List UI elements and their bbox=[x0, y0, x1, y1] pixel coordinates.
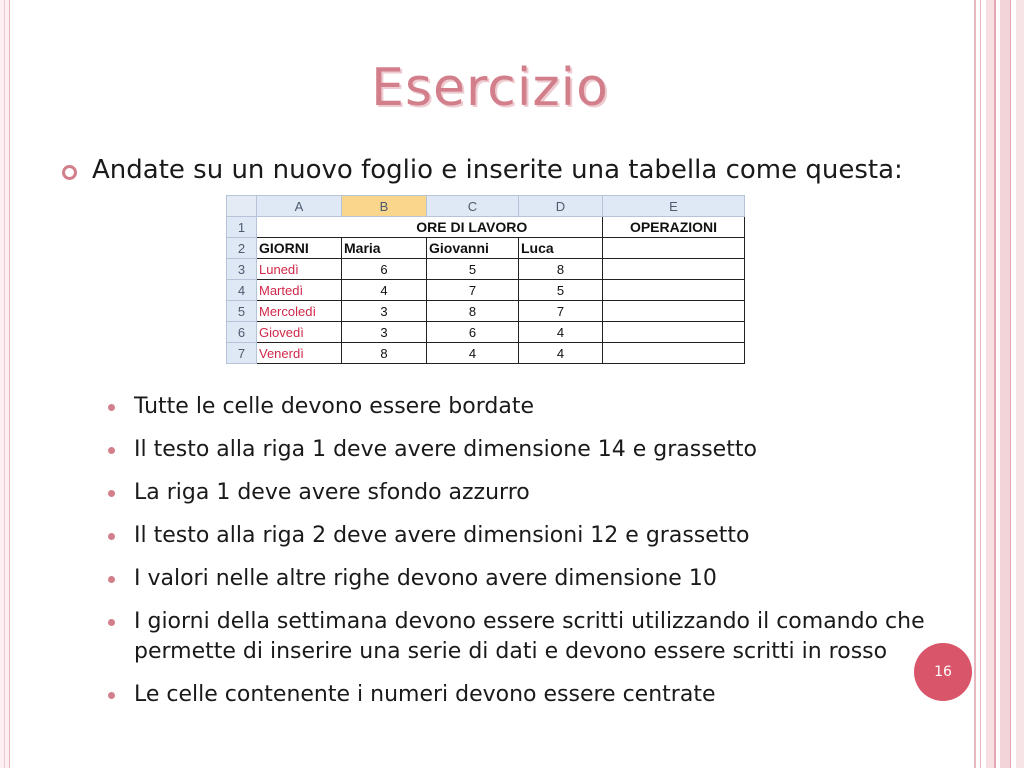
value-cell[interactable]: 3 bbox=[342, 301, 427, 322]
list-item bbox=[108, 478, 938, 508]
bullet-dot-icon bbox=[108, 404, 115, 411]
column-header-c[interactable]: C bbox=[427, 196, 519, 217]
list-item bbox=[108, 521, 938, 551]
list-item-text: Il testo alla riga 2 deve avere dimensioni 12 e grassetto bbox=[134, 523, 750, 548]
slide-title: Esercizio bbox=[371, 58, 609, 118]
list-item-text: Tutte le celle devono essere bordate bbox=[134, 394, 534, 419]
table-row bbox=[227, 238, 745, 259]
row-header[interactable]: 4 bbox=[227, 280, 257, 301]
header-cell[interactable]: Giovanni bbox=[427, 238, 519, 259]
list-item-text: I giorni della settimana devono essere scritti utilizzando il comando che permette di inserire una serie di dati e devono essere scritti in rosso bbox=[134, 609, 925, 664]
header-cell[interactable]: Maria bbox=[342, 238, 427, 259]
list-item-text: Il testo alla riga 1 deve avere dimensione 14 e grassetto bbox=[134, 437, 757, 462]
bullet-dot-icon bbox=[108, 692, 115, 699]
right-frame-decoration bbox=[974, 0, 1024, 768]
bullet-dot-icon bbox=[108, 619, 115, 626]
operations-cell[interactable] bbox=[603, 322, 745, 343]
row-header[interactable]: 2 bbox=[227, 238, 257, 259]
operations-cell[interactable] bbox=[603, 259, 745, 280]
row-header[interactable]: 5 bbox=[227, 301, 257, 322]
row-header[interactable]: 1 bbox=[227, 217, 257, 238]
column-header-a[interactable]: A bbox=[257, 196, 342, 217]
operations-cell[interactable] bbox=[603, 280, 745, 301]
day-cell[interactable]: Giovedì bbox=[257, 322, 342, 343]
day-cell[interactable]: Mercoledì bbox=[257, 301, 342, 322]
value-cell[interactable]: 4 bbox=[342, 280, 427, 301]
bullet-dot-icon bbox=[108, 490, 115, 497]
value-cell[interactable]: 8 bbox=[519, 259, 603, 280]
intro-text: Andate su un nuovo foglio e inserite una tabella come questa: bbox=[92, 155, 903, 185]
column-header-e[interactable]: E bbox=[603, 196, 745, 217]
list-item bbox=[108, 607, 938, 667]
value-cell[interactable]: 6 bbox=[427, 322, 519, 343]
value-cell[interactable]: 6 bbox=[342, 259, 427, 280]
value-cell[interactable]: 7 bbox=[427, 280, 519, 301]
instruction-list bbox=[108, 392, 938, 723]
operations-cell[interactable] bbox=[603, 301, 745, 322]
ring-bullet-icon bbox=[62, 165, 77, 180]
value-cell[interactable]: 8 bbox=[427, 301, 519, 322]
day-cell[interactable]: Lunedì bbox=[257, 259, 342, 280]
list-item-text: Le celle contenente i numeri devono essere centrate bbox=[134, 682, 716, 707]
table-row bbox=[227, 301, 745, 322]
value-cell[interactable]: 4 bbox=[519, 343, 603, 364]
value-cell[interactable]: 5 bbox=[427, 259, 519, 280]
table-row bbox=[227, 343, 745, 364]
header-cell[interactable]: GIORNI bbox=[257, 238, 342, 259]
row-header[interactable]: 7 bbox=[227, 343, 257, 364]
value-cell[interactable]: 8 bbox=[342, 343, 427, 364]
select-all-corner[interactable] bbox=[227, 196, 257, 217]
cell-a1[interactable] bbox=[257, 217, 342, 238]
header-cell[interactable]: Luca bbox=[519, 238, 603, 259]
column-header-d[interactable]: D bbox=[519, 196, 603, 217]
operations-header-cell[interactable]: OPERAZIONI bbox=[603, 217, 745, 238]
bullet-dot-icon bbox=[108, 447, 115, 454]
spreadsheet-table bbox=[226, 195, 745, 364]
bullet-dot-icon bbox=[108, 576, 115, 583]
day-cell[interactable]: Martedì bbox=[257, 280, 342, 301]
day-cell[interactable]: Venerdì bbox=[257, 343, 342, 364]
value-cell[interactable]: 5 bbox=[519, 280, 603, 301]
column-header-row bbox=[227, 196, 745, 217]
table-row bbox=[227, 322, 745, 343]
list-item-text: La riga 1 deve avere sfondo azzurro bbox=[134, 480, 530, 505]
list-item bbox=[108, 564, 938, 594]
row-header[interactable]: 6 bbox=[227, 322, 257, 343]
header-cell[interactable] bbox=[603, 238, 745, 259]
list-item bbox=[108, 680, 938, 710]
table-row bbox=[227, 280, 745, 301]
list-item bbox=[108, 392, 938, 422]
page-number-badge: 16 bbox=[914, 643, 972, 701]
value-cell[interactable]: 4 bbox=[519, 322, 603, 343]
operations-cell[interactable] bbox=[603, 343, 745, 364]
value-cell[interactable]: 3 bbox=[342, 322, 427, 343]
list-item-text: I valori nelle altre righe devono avere dimensione 10 bbox=[134, 566, 717, 591]
bullet-dot-icon bbox=[108, 533, 115, 540]
row-header[interactable]: 3 bbox=[227, 259, 257, 280]
value-cell[interactable]: 7 bbox=[519, 301, 603, 322]
table-row bbox=[227, 259, 745, 280]
table-row bbox=[227, 217, 745, 238]
column-header-b[interactable]: B bbox=[342, 196, 427, 217]
value-cell[interactable]: 4 bbox=[427, 343, 519, 364]
merged-header-cell[interactable]: ORE DI LAVORO bbox=[342, 217, 603, 238]
list-item bbox=[108, 435, 938, 465]
